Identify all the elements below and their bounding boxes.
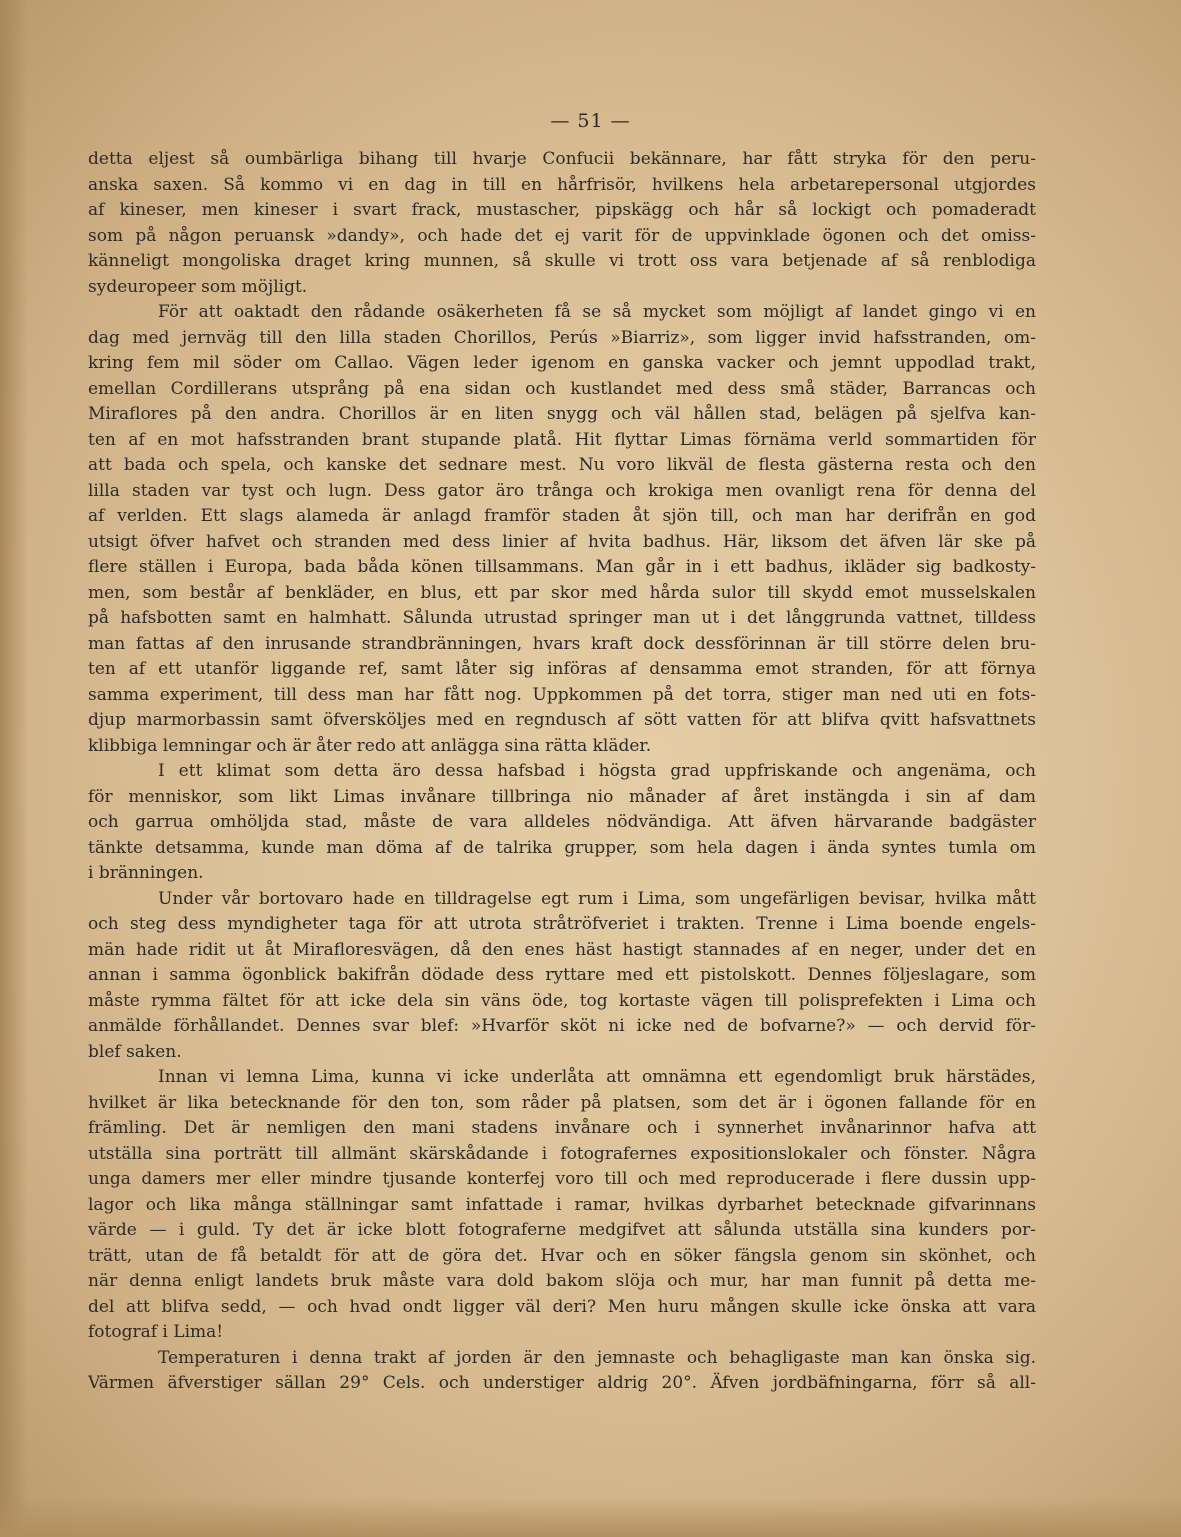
text-line: som på någon peruansk »dandy», och hade det ej varit för de uppvinklade ögonen och det omiss- — [88, 225, 1036, 246]
text-line: klibbiga lemningar och är åter redo att anlägga sina rätta kläder. — [88, 735, 652, 756]
text-line: ten af ett utanför liggande ref, samt låter sig införas af densamma emot stranden, för att förnya — [88, 659, 1036, 679]
text-line: för menniskor, som likt Limas invånare tillbringa nio månader af året instängda i sin af dam — [88, 786, 1036, 807]
text-line: sydeuropeer som möjligt. — [88, 276, 308, 297]
text-line: och steg dess myndigheter taga för att utrota stråtröfveriet i trakten. Trenne i Lima boende engels- — [88, 914, 1036, 934]
text-line: Temperaturen i denna trakt af jorden är den jemnaste och behagligaste man kan önska sig. — [158, 1347, 1036, 1368]
text-line: Värmen äfverstiger sällan 29° Cels. och understiger aldrig 20°. Äfven jordbäfningarna, förr så all- — [88, 1373, 1036, 1393]
text-line: af kineser, men kineser i svart frack, mustascher, pipskägg och hår så lockigt och pomaderadt — [88, 200, 1036, 220]
body-text — [88, 147, 1036, 1397]
text-line: man fattas af den inrusande strandbränningen, hvars kraft dock dessförinnan är till större delen bru- — [88, 633, 1036, 654]
text-line: måste rymma fältet för att icke dela sin väns öde, tog kortaste vägen till polisprefekten i Lima och — [88, 990, 1036, 1011]
text-line: samma experiment, till dess man har fått nog. Uppkommen på det torra, stiger man ned uti en fots- — [88, 684, 1036, 705]
text-line: Innan vi lemna Lima, kunna vi icke underlåta att omnämna ett egendomligt bruk härstädes, — [158, 1067, 1036, 1087]
page-number: — 51 — — [550, 110, 631, 132]
text-line: tänkte detsamma, kunde man döma af de talrika grupper, som hela dagen i ända syntes tumla om — [88, 837, 1036, 858]
text-line: känneligt mongoliska draget kring munnen, så skulle vi trott oss vara betjenade af så renblodiga — [88, 251, 1036, 271]
text-line: Miraflores på den andra. Chorillos är en liten snygg och väl hållen stad, belägen på sjelfva kan- — [88, 404, 1036, 424]
text-line: annan i samma ögonblick bakifrån dödade dess ryttare med ett pistolskott. Dennes följeslagare, som — [88, 965, 1036, 985]
text-line: del att blifva sedd, — och hvad ondt ligger väl deri? Men huru mången skulle icke önska att vara — [88, 1296, 1036, 1317]
text-line: i bränningen. — [88, 863, 204, 883]
text-line: djup marmorbassin samt öfversköljes med en regndusch af sött vatten för att blifva qvitt hafsvattnets — [88, 710, 1036, 730]
text-line: utställa sina porträtt till allmänt skärskådande i fotografernes expositionslokaler och fönster. Några — [88, 1143, 1036, 1164]
text-line: unga damers mer eller mindre tjusande konterfej voro till och med reproducerade i flere dussin upp- — [88, 1169, 1036, 1189]
text-line: trätt, utan de få betaldt för att de göra det. Hvar och en söker fängsla genom sin skönhet, och — [88, 1245, 1036, 1266]
text-line: när denna enligt landets bruk måste vara dold bakom slöja och mur, har man funnit på detta me- — [88, 1271, 1036, 1291]
text-line: fotograf i Lima! — [88, 1322, 224, 1342]
text-line: Under vår bortovaro hade en tilldragelse egt rum i Lima, som ungefärligen bevisar, hvilka mått — [158, 888, 1036, 909]
page-shadow-left — [0, 0, 28, 1537]
text-line: lagor och lika många ställningar samt infattade i ramar, hvilkas dyrbarhet betecknade gifvarinnans — [88, 1194, 1036, 1215]
text-line: anmälde förhållandet. Dennes svar blef: »Hvarför sköt ni icke ned de bofvarne?» — och dervid för- — [88, 1016, 1036, 1036]
text-line: hvilket är lika betecknande för den ton, som råder på platsen, som det är i ögonen fallande för en — [88, 1092, 1036, 1113]
text-line: värde — i guld. Ty det är icke blott fotograferne medgifvet att sålunda utställa sina kunders por- — [88, 1220, 1036, 1240]
text-line: men, som består af benkläder, en blus, ett par skor med hårda sulor till skydd emot musselskalen — [88, 582, 1036, 603]
text-line: dag med jernväg till den lilla staden Chorillos, Perús »Biarriz», som ligger invid hafsstranden, om- — [88, 327, 1036, 348]
text-line: utsigt öfver hafvet och stranden med dess linier af hvita badhus. Här, liksom det äfven lär ske på — [88, 531, 1036, 552]
text-line: af verlden. Ett slags alameda är anlagd framför staden åt sjön till, och man har derifrån en god — [88, 506, 1036, 526]
text-line: emellan Cordillerans utsprång på ena sidan och kustlandet med dess små städer, Barrancas och — [88, 378, 1036, 399]
text-line: lilla staden var tyst och lugn. Dess gator äro trånga och krokiga men ovanligt rena för denna del — [88, 480, 1036, 501]
text-line: flere ställen i Europa, bada båda könen tillsammans. Man går in i ett badhus, ikläder sig badkosty- — [88, 557, 1036, 577]
text-line: anska saxen. Så kommo vi en dag in till en hårfrisör, hvilkens hela arbetarepersonal utgjordes — [88, 174, 1036, 195]
page-shadow-bottom — [0, 1497, 1181, 1537]
text-line: blef saken. — [88, 1041, 182, 1062]
text-line: I ett klimat som detta äro dessa hafsbad i högsta grad uppfriskande och angenäma, och — [158, 761, 1036, 781]
text-line: kring fem mil söder om Callao. Vägen leder igenom en ganska vacker och jemnt uppodlad trakt, — [88, 353, 1036, 373]
text-line: och garrua omhöljda stad, måste de vara alldeles nödvändiga. Att äfven härvarande badgäster — [88, 812, 1036, 832]
text-line: män hade ridit ut åt Mirafloresvägen, då den enes häst hastigt stannades af en neger, under det en — [88, 939, 1036, 960]
text-line: främling. Det är nemligen den mani stadens invånare och i synnerhet invånarinnor hafva att — [88, 1118, 1036, 1138]
text-line: detta eljest så oumbärliga bihang till hvarje Confucii bekännare, har fått stryka för den peru- — [88, 149, 1036, 169]
text-line: För att oaktadt den rådande osäkerheten få se så mycket som möjligt af landet gingo vi en — [158, 302, 1036, 322]
text-line: att bada och spela, och kanske det sednare mest. Nu voro likväl de flesta gästerna resta och den — [88, 455, 1036, 475]
text-line: på hafsbotten samt en halmhatt. Sålunda utrustad springer man ut i det långgrunda vattnet, tilldess — [88, 608, 1036, 628]
text-line: ten af en mot hafsstranden brant stupande platå. Hit flyttar Limas förnäma verld sommartiden för — [88, 429, 1036, 450]
